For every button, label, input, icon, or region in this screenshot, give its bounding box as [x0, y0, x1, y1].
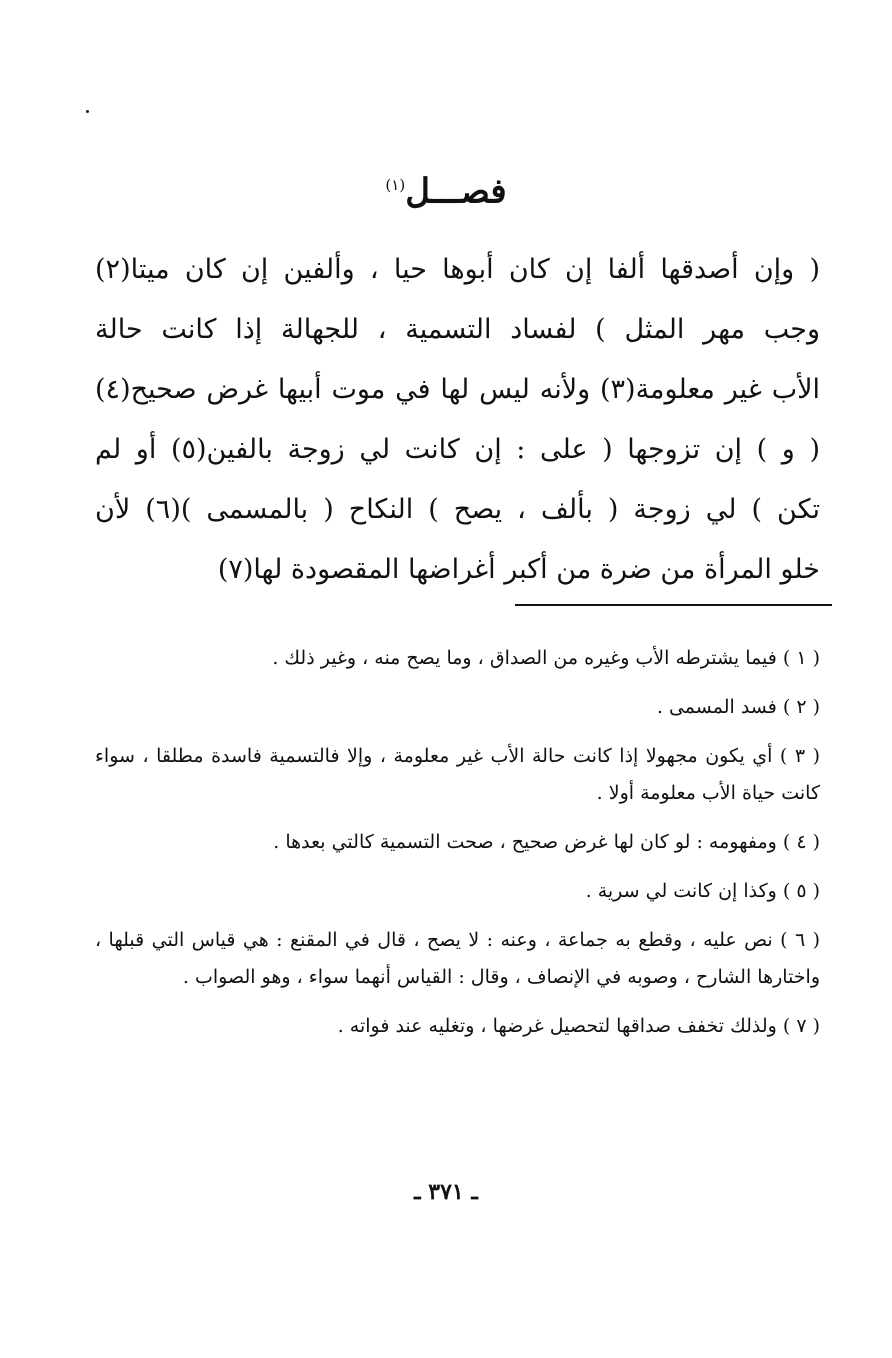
main-text-line: ( وإن أصدقها ألفا إن كان أبوها حيا ، وألفين إن كان ميتا(٢) — [95, 254, 820, 285]
footnote: ( ٥ ) وكذا إن كانت لي سرية . — [585, 880, 820, 902]
section-heading-note-ref: (١) — [385, 176, 406, 194]
footnote: ( ٢ ) فسد المسمى . — [656, 696, 820, 718]
main-text-line: ( و ) إن تزوجها ( على : إن كانت لي زوجة بالفين(٥) أو لم — [95, 434, 820, 465]
footnote: ( ٤ ) ومفهومه : لو كان لها غرض صحيح ، صحت التسمية كالتي بعدها . — [273, 831, 820, 853]
section-heading-text: فصـــل — [405, 171, 507, 212]
main-text-line: خلو المرأة من ضرة من أكبر أغراضها المقصودة لها(٧) — [217, 554, 820, 585]
main-text-line: تكن ) لي زوجة ( بألف ، يصح ) النكاح ( بالمسمى )(٦) لأن — [95, 494, 821, 525]
footnote: ( ٧ ) ولذلك تخفف صداقها لتحصيل غرضها ، وتغليه عند فواته . — [337, 1015, 820, 1037]
section-heading — [0, 160, 892, 216]
main-text — [95, 240, 820, 600]
scan-speck — [86, 110, 89, 113]
footnote: ( ٣ ) أي يكون مجهولا إذا كانت حالة الأب غير معلومة ، وإلا فالتسمية فاسدة مطلقا ، سواء كانت حياة الأب معلومة أولا . — [95, 745, 821, 804]
footnote: ( ٦ ) نص عليه ، وقطع به جماعة ، وعنه : لا يصح ، قال في المقنع : هي قياس التي قبلها ، واختارها الشارح ، وصوبه في الإنصاف ، وقال : القياس أنهما سواء ، وهو الصواب . — [95, 929, 821, 988]
main-text-line: الأب غير معلومة(٣) ولأنه ليس لها في موت أبيها غرض صحيح(٤) — [95, 374, 821, 405]
page-number: ـ ٣٧١ ـ — [414, 1179, 478, 1205]
footnotes — [95, 640, 820, 1057]
main-text-line: وجب مهر المثل ) لفساد التسمية ، للجهالة إذا كانت حالة — [95, 314, 820, 345]
footnote-separator — [515, 604, 832, 606]
footnote: ( ١ ) فيما يشترطه الأب وغيره من الصداق ، وما يصح منه ، وغير ذلك . — [272, 647, 820, 669]
